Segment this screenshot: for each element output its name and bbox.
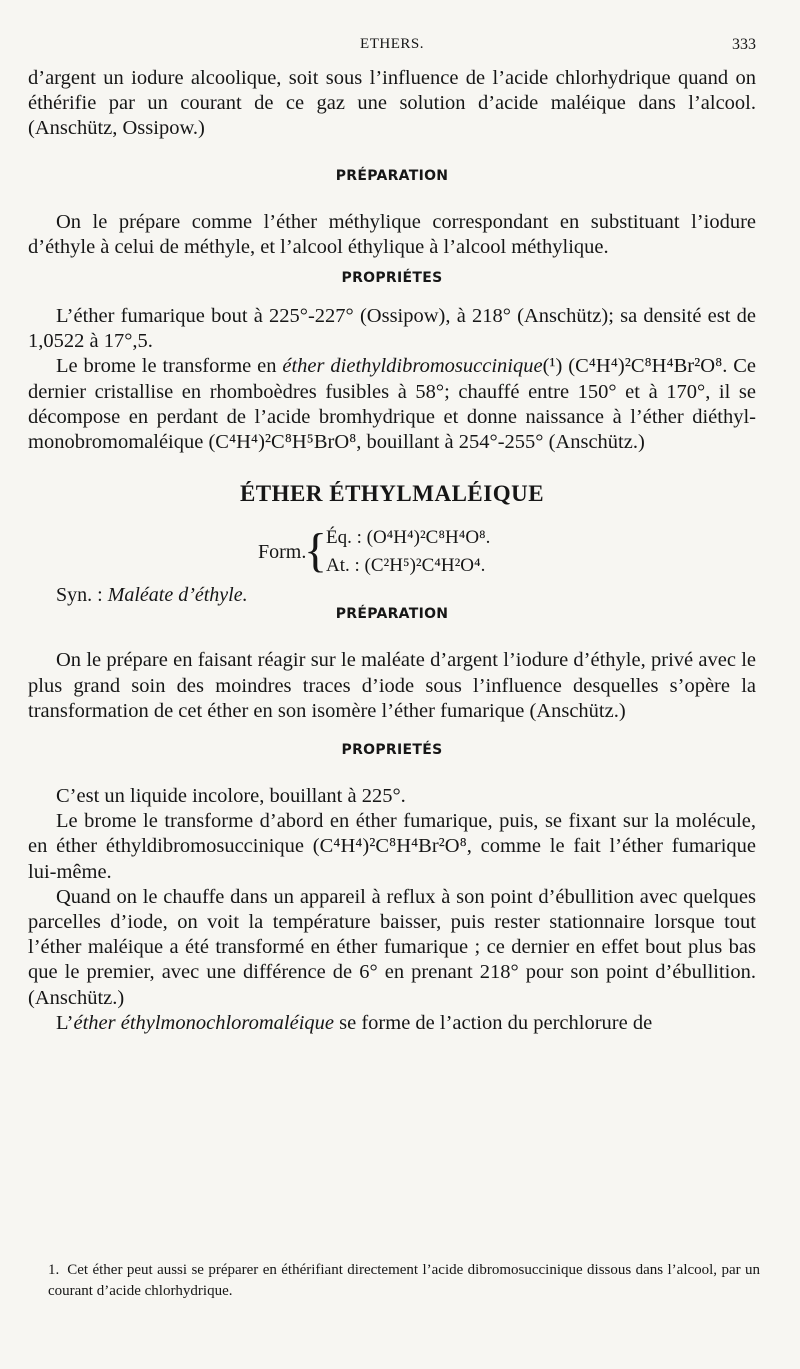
italic-compound: éther éthylmonochloromaléique (73, 1011, 335, 1034)
paragraph-brome-maleique: Le brome le transforme d’abord en éther fumarique, puis, se fixant sur la molécule, en éther éthyldibromosuccinique (C⁴H⁴)²C⁸H⁴Br²O⁸, comme le fait l’éther fumarique lui-même. (28, 810, 756, 883)
paragraph-brome-fumarique (28, 354, 756, 455)
text-run: (C⁴H⁴)²C⁸H⁴Br²O⁸. Ce dernier cristallise en rhomboèdres fusibles à 58°; chauffé entre 150° et à 170°, il se décompose en perdant de l’acide bromhydrique et donne naissance à l’éther diéthyl-monobromomaléique (C⁴H⁴)²C⁸H⁵BrO⁸, bouillant à 254°-255° (Anschütz.) (28, 355, 757, 454)
text-run: Le brome le transforme en (56, 355, 283, 378)
footnote-number: 1. (48, 1262, 60, 1278)
formula-atomic: At. : (C²H⁵)²C⁴H²O⁴. (326, 555, 486, 577)
paragraph-preparation: On le prépare comme l’éther méthylique correspondant en substituant l’iodure d’éthyle à celui de méthyle, et l’alcool éthylique à l’alcool méthylique. (28, 210, 756, 258)
italic-compound: éther diethyldibromosuccinique (282, 355, 543, 378)
paragraph-reflux: Quand on le chauffe dans un appareil à reflux à son point d’ébullition avec quelques parcelles d’iode, on voit la température baisser, puis rester stationnaire lorsque tout l’éther maléique a été transformé en éther fumarique ; ce dernier en effet bout plus bas que le premier, avec une différence de 6° en prenant 218° pour son point d’ébullition. (Anschütz.) (28, 885, 756, 1009)
page (28, 36, 756, 1036)
section-heading-proprietes: PROPRIÉTES (341, 270, 443, 287)
paragraph-chloromaleique (28, 1011, 756, 1036)
brace-icon: { (304, 524, 328, 578)
text-run: se forme de l’action du perchlorure de (334, 1011, 653, 1034)
section-heading-proprietes-2: PROPRIETÉS (341, 742, 443, 759)
synonym-value: Maléate d’éthyle. (107, 584, 248, 607)
section-title: ÉTHER ÉTHYLMALÉIQUE (239, 481, 545, 507)
footnote-ref: (¹) (542, 355, 563, 378)
synonym (28, 583, 756, 608)
formula-block (28, 525, 756, 583)
paragraph-continued: d’argent un iodure alcoolique, soit sous l’influence de l’acide chlorhydrique quand on éthérifie par un courant de ce gaz une solution d’acide maléique dans l’alcool. (Anschütz, Ossipow.) (28, 67, 756, 140)
synonym-label: Syn. : (56, 584, 108, 607)
section-heading-preparation-2: PRÉPARATION (335, 606, 449, 623)
page-number: 333 (732, 36, 756, 53)
page-header (28, 36, 756, 66)
paragraph-liquide: C’est un liquide incolore, bouillant à 225°. (56, 785, 406, 808)
paragraph-fumarique-boiling: L’éther fumarique bout à 225°-227° (Ossipow), à 218° (Anschütz); sa densité est de 1,0522 à 17°,5. (28, 305, 756, 353)
text-run: L’ (56, 1011, 74, 1034)
footnote-text: Cet éther peut aussi se préparer en éthérifiant directement l’acide dibromosuccinique dissous dans l’alcool, par un courant d’acide chlorhydrique. (48, 1262, 760, 1299)
running-title: ETHERS. (360, 36, 424, 52)
paragraph-preparation-2: On le prépare en faisant réagir sur le maléate d’argent l’iodure d’éthyle, privé avec le plus grand soin des moindres traces d’iode sous l’influence desquelles s’opère la transformation de cet éther en son isomère l’éther fumarique (Anschütz.) (28, 649, 756, 722)
formula-label: Form. (258, 541, 307, 564)
footnote (48, 1260, 760, 1302)
section-heading-preparation: PRÉPARATION (335, 167, 449, 184)
formula-equivalent: Éq. : (O⁴H⁴)²C⁸H⁴O⁸. (326, 527, 491, 549)
